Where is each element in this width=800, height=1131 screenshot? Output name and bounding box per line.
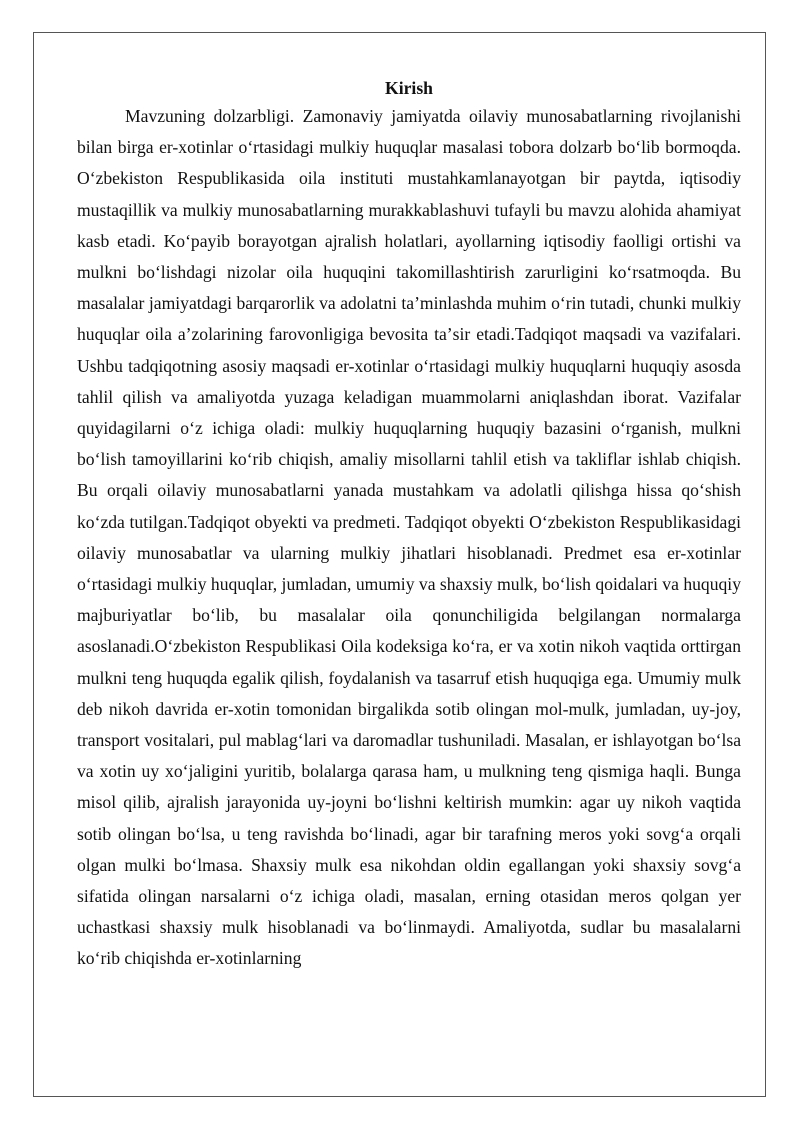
- document-title: Kirish: [385, 78, 433, 98]
- body-paragraph: Mavzuning dolzarbligi. Zamonaviy jamiyatda oilaviy munosabatlarning rivojlanishi bilan birga er-xotinlar oʻrtasidagi mulkiy huquqlar masalasi tobora dolzarb boʻlib bormoqda. Oʻzbekiston Respublikasida oila instituti mustahkamlanayotgan bir paytda, iqtisodiy mustaqillik va mulkiy munosabatlarning murakkablashuvi tufayli bu mavzu alohida ahamiyat kasb etadi. Koʻpayib borayotgan ajralish holatlari, ayollarning iqtisodiy faolligi ortishi va mulkni boʻlishdagi nizolar oila huquqini takomillashtirish zarurligini koʻrsatmoqda. Bu masalalar jamiyatdagi barqarorlik va adolatni taʼminlashda muhim oʻrin tutadi, chunki mulkiy huquqlar oila aʼzolarining farovonligiga bevosita taʼsir etadi.Tadqiqot maqsadi va vazifalari. Ushbu tadqiqotning asosiy maqsadi er-xotinlar oʻrtasidagi mulkiy huquqlarni huquqiy asosda tahlil qilish va amaliyotda yuzaga keladigan muammolarni aniqlashdan iborat. Vazifalar quyidagilarni oʻz ichiga oladi: mulkiy huquqlarning huquqiy bazasini oʻrganish, mulkni boʻlish tamoyillarini koʻrib chiqish, amaliy misollarni tahlil etish va takliflar ishlab chiqish. Bu orqali oilaviy munosabatlarni yanada mustahkam va adolatli qilishga hissa qoʻshish koʻzda tutilgan.Tadqiqot obyekti va predmeti. Tadqiqot obyekti Oʻzbekiston Respublikasidagi oilaviy munosabatlar va ularning mulkiy jihatlari hisoblanadi. Predmet esa er-xotinlar oʻrtasidagi mulkiy huquqlar, jumladan, umumiy va shaxsiy mulk, boʻlish qoidalari va huquqiy majburiyatlar boʻlib, bu masalalar oila qonunchiligida belgilangan normalarga asoslanadi.Oʻzbekiston Respublikasi Oila kodeksiga koʻra, er va xotin nikoh vaqtida orttirgan mulkni teng huquqda egalik qilish, foydalanish va tasarruf etish huquqiga ega. Umumiy mulk deb nikoh davrida er-xotin tomonidan birgalikda sotib olingan mol-mulk, jumladan, uy-joy, transport vositalari, pul mablagʻlari va daromadlar tushuniladi. Masalan, er ishlayotgan boʻlsa va xotin uy xoʻjaligini yuritib, bolalarga qarasa ham, u mulkning teng qismiga haqli. Bunga misol qilib, ajralish jarayonida uy-joyni boʻlishni keltirish mumkin: agar uy nikoh vaqtida sotib olingan boʻlsa, u teng ravishda boʻlinadi, agar bir tarafning meros yoki sovgʻa orqali olgan mulki boʻlmasa. Shaxsiy mulk esa nikohdan oldin egallangan yoki shaxsiy sovgʻa sifatida olingan narsalarni oʻz ichiga oladi, masalan, erning otasidan meros qolgan yer uchastkasi shaxsiy mulk hisoblanadi va boʻlinmaydi. Amaliyotda, sudlar bu masalalarni koʻrib chiqishda er-xotinlarning: [77, 106, 741, 969]
- document-content: [77, 75, 741, 975]
